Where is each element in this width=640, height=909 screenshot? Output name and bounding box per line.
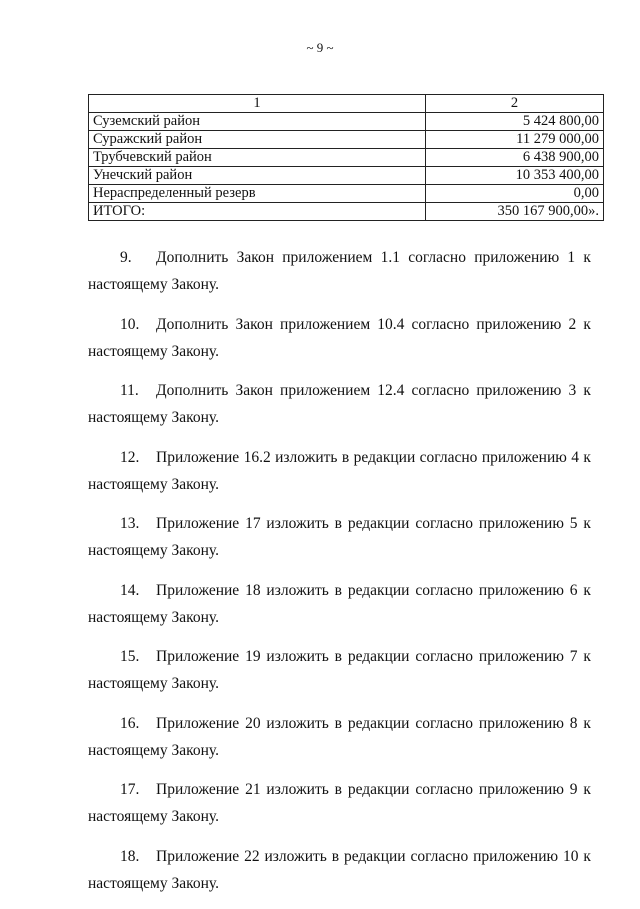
item-word: 9: [569, 781, 578, 798]
item-number: 13.: [120, 515, 140, 532]
item-word: к: [583, 847, 591, 865]
item-word: изложить: [275, 448, 338, 466]
district-amount: 6 438 900,00: [426, 149, 604, 167]
item-word: приложению: [478, 648, 564, 665]
item-word: 1: [567, 249, 576, 266]
item-text-continuation: настоящему Закону.: [88, 342, 219, 360]
item-number: 12.: [120, 448, 140, 466]
item-word: 12.4: [377, 382, 405, 399]
item-word: редакции: [347, 781, 410, 798]
total-label: ИТОГО:: [89, 203, 426, 221]
item-word: в: [334, 581, 342, 599]
item-word: Дополнить: [156, 315, 229, 333]
item-word: приложению: [476, 315, 562, 333]
item-text: [156, 244, 591, 271]
item-word: изложить: [266, 648, 329, 665]
item-number: 9.: [120, 249, 132, 266]
item-text: [156, 643, 591, 670]
list-item: [88, 444, 591, 498]
table-row: [89, 131, 604, 149]
district-name: Суражский район: [89, 131, 426, 149]
item-text: [156, 444, 591, 471]
item-word: изложить: [264, 847, 327, 865]
item-word: 20: [245, 714, 261, 732]
item-word: 10.4: [377, 315, 405, 333]
item-text-continuation: настоящему Закону.: [88, 475, 219, 493]
item-number: 15.: [120, 648, 140, 665]
item-number: 18.: [120, 847, 140, 865]
item-word: 3: [568, 382, 577, 399]
item-word: согласно: [415, 714, 474, 732]
item-word: 4: [571, 448, 579, 466]
amendment-list: [88, 244, 591, 909]
item-word: приложению: [481, 448, 567, 466]
item-word: изложить: [266, 515, 329, 532]
list-item: [88, 244, 591, 298]
item-word: приложению: [478, 581, 564, 599]
item-word: 17: [245, 515, 261, 532]
list-item: [88, 377, 591, 431]
item-word: Закон: [235, 382, 273, 399]
item-word: в: [334, 714, 342, 732]
item-word: приложением: [280, 315, 371, 333]
item-word: Приложение: [156, 714, 240, 732]
list-item: [88, 843, 591, 897]
item-word: изложить: [266, 781, 329, 798]
item-text-continuation: настоящему Закону.: [88, 608, 219, 626]
list-item: [88, 311, 591, 365]
item-word: в: [334, 515, 342, 532]
item-word: приложением: [282, 249, 373, 266]
item-word: согласно: [408, 249, 466, 266]
item-word: к: [583, 648, 591, 665]
item-word: Приложение: [156, 581, 240, 599]
item-word: Приложение: [156, 648, 240, 665]
item-word: приложению: [478, 714, 564, 732]
list-item: [88, 710, 591, 764]
item-word: согласно: [415, 515, 474, 532]
item-text-continuation: настоящему Закону.: [88, 675, 219, 692]
item-word: в: [334, 648, 342, 665]
item-word: 21: [245, 781, 261, 798]
item-word: Закон: [236, 249, 275, 266]
item-text-continuation: настоящему Закону.: [88, 874, 219, 892]
item-text: [156, 510, 591, 537]
item-word: приложением: [280, 382, 371, 399]
item-word: в: [331, 847, 340, 865]
district-name: Унечский район: [89, 167, 426, 185]
item-word: в: [341, 448, 350, 466]
item-word: согласно: [419, 448, 478, 466]
item-word: согласно: [411, 382, 470, 399]
item-word: редакции: [353, 448, 416, 466]
item-word: согласно: [411, 315, 470, 333]
item-text-continuation: настоящему Закону.: [88, 808, 219, 825]
column-header-2: 2: [426, 95, 604, 113]
item-text: [156, 311, 591, 338]
item-word: 7: [569, 648, 578, 665]
item-word: к: [583, 448, 591, 466]
item-word: 5: [569, 515, 578, 532]
reserve-amount: 0,00: [426, 185, 604, 203]
page-number: ~ 9 ~: [306, 40, 334, 55]
item-word: 10: [563, 847, 579, 865]
list-item: [88, 776, 591, 830]
item-text: [156, 776, 591, 803]
item-text: [156, 710, 591, 737]
item-word: согласно: [415, 781, 474, 798]
item-word: 1.1: [380, 249, 400, 266]
total-amount: 350 167 900,00».: [426, 203, 604, 221]
district-name: Трубчевский район: [89, 149, 426, 167]
item-word: 18: [245, 581, 261, 599]
list-item: [88, 510, 591, 564]
item-word: 6: [569, 581, 578, 599]
item-word: приложению: [478, 515, 564, 532]
item-number: 16.: [120, 714, 140, 732]
item-word: Приложение: [156, 781, 240, 798]
item-word: Приложение: [156, 448, 240, 466]
item-word: приложению: [476, 382, 562, 399]
item-word: к: [583, 315, 591, 333]
item-word: к: [583, 515, 591, 532]
item-word: Закон: [235, 315, 273, 333]
item-word: 19: [245, 648, 261, 665]
item-word: согласно: [410, 847, 469, 865]
item-word: редакции: [347, 714, 410, 732]
column-header-1: 1: [89, 95, 426, 113]
table-row: [89, 167, 604, 185]
item-word: согласно: [415, 581, 474, 599]
item-word: к: [583, 382, 591, 399]
item-word: к: [583, 714, 591, 732]
item-word: Дополнить: [156, 249, 229, 266]
item-word: приложению: [473, 847, 559, 865]
item-word: приложению: [474, 249, 560, 266]
district-name: Суземский район: [89, 113, 426, 131]
item-word: редакции: [343, 847, 406, 865]
item-word: редакции: [347, 581, 410, 599]
district-amount: 10 353 400,00: [426, 167, 604, 185]
item-word: редакции: [347, 648, 410, 665]
item-word: Приложение: [156, 515, 240, 532]
table-total-row: [89, 203, 604, 221]
list-item: [88, 643, 591, 697]
item-text-continuation: настоящему Закону.: [88, 542, 219, 559]
budget-table: [88, 94, 604, 221]
district-amount: 5 424 800,00: [426, 113, 604, 131]
item-word: Приложение: [156, 847, 240, 865]
item-word: 22: [244, 847, 260, 865]
item-word: изложить: [266, 581, 329, 599]
table-row: [89, 149, 604, 167]
item-word: 2: [568, 315, 577, 333]
item-text-continuation: настоящему Закону.: [88, 741, 219, 759]
item-word: к: [583, 249, 591, 266]
item-word: 8: [569, 714, 578, 732]
item-word: согласно: [415, 648, 474, 665]
item-word: приложению: [478, 781, 564, 798]
list-item: [88, 577, 591, 631]
item-word: к: [583, 781, 591, 798]
item-text: [156, 577, 591, 604]
table-row: [89, 185, 604, 203]
item-word: 16.2: [243, 448, 271, 466]
item-word: к: [583, 581, 591, 599]
item-word: редакции: [347, 515, 410, 532]
item-word: Дополнить: [156, 382, 229, 399]
item-text-continuation: настоящему Закону.: [88, 409, 219, 426]
item-text: [156, 843, 591, 870]
item-number: 14.: [120, 581, 140, 599]
reserve-name: Нераспределенный резерв: [89, 185, 426, 203]
item-number: 17.: [120, 781, 140, 798]
item-number: 10.: [120, 315, 140, 333]
district-amount: 11 279 000,00: [426, 131, 604, 149]
item-word: в: [334, 781, 342, 798]
item-text: [156, 377, 591, 404]
table-header-row: [89, 95, 604, 113]
item-number: 11.: [120, 382, 139, 399]
item-text-continuation: настоящему Закону.: [88, 276, 219, 293]
item-word: изложить: [266, 714, 329, 732]
table-row: [89, 113, 604, 131]
